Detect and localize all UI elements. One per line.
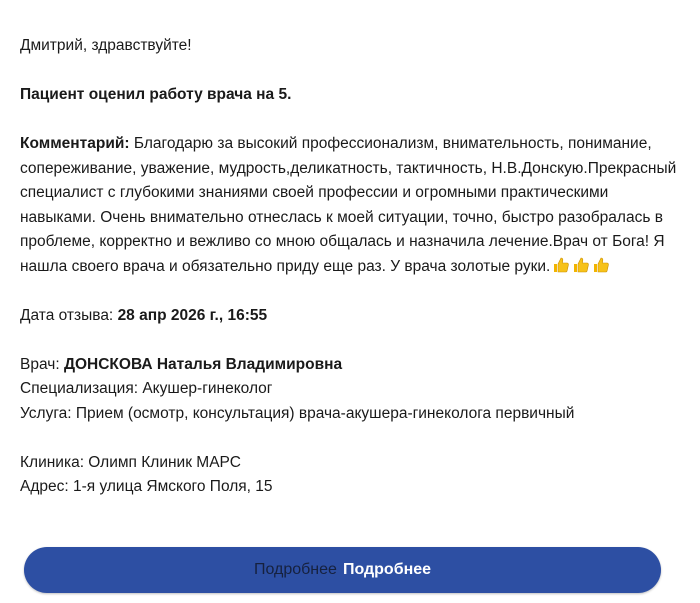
thumbs-up-icon <box>592 256 610 274</box>
clinic: Клиника: Олимп Клиник МАРС <box>20 453 241 471</box>
review-date-value: 28 апр 2026 г., 16:55 <box>117 306 268 324</box>
spacer <box>20 328 680 353</box>
review-date-label: Дата отзыва: <box>20 306 114 324</box>
details-button-label-light: Подробнее <box>342 561 432 578</box>
details-button-label-dark: Подробнее <box>253 561 337 578</box>
comment-block <box>20 132 680 279</box>
service: Услуга: Прием (осмотр, консультация) врача-акушера-гинеколога первичный <box>20 404 575 422</box>
rating-line <box>20 83 680 108</box>
thumbs-up-icon <box>572 256 590 274</box>
review-email-body <box>20 34 680 500</box>
doctor-line <box>20 353 680 378</box>
comment-text: Благодарю за высокий профессионализм, внимательность, понимание, сопереживание, уважение, мудрость,деликатность, тактичность, Н.В.Донскую.Прекрасный специалист с глубокими знаниями своей профессии и огромными практическими навыками. Очень внимательно отнеслась к моей ситуации, точно, быстро разобралась в проблеме, корректно и вежливо со мною общалась и назначила лечение.Врач от Бога! Я нашла своего врача и обязательно приду еще раз. У врача золотые руки. <box>20 135 677 275</box>
spacer <box>20 426 680 451</box>
comment-label: Комментарий: <box>20 135 130 152</box>
spacer <box>20 279 680 304</box>
rating-text: Пациент оценил работу врача на 5. <box>20 86 292 103</box>
doctor-label: Врач: <box>20 355 60 373</box>
specialization: Специализация: Акушер-гинеколог <box>20 380 273 397</box>
thumbs-up-icon <box>552 256 570 274</box>
review-date <box>20 304 680 329</box>
doctor-name: ДОНСКОВА Наталья Владимировна <box>63 355 343 373</box>
spacer <box>20 59 680 84</box>
address: Адрес: 1-я улица Ямского Поля, 15 <box>20 478 273 495</box>
greeting: Дмитрий, здравствуйте! <box>20 37 192 54</box>
details-button[interactable] <box>24 547 661 593</box>
spacer <box>20 108 680 133</box>
